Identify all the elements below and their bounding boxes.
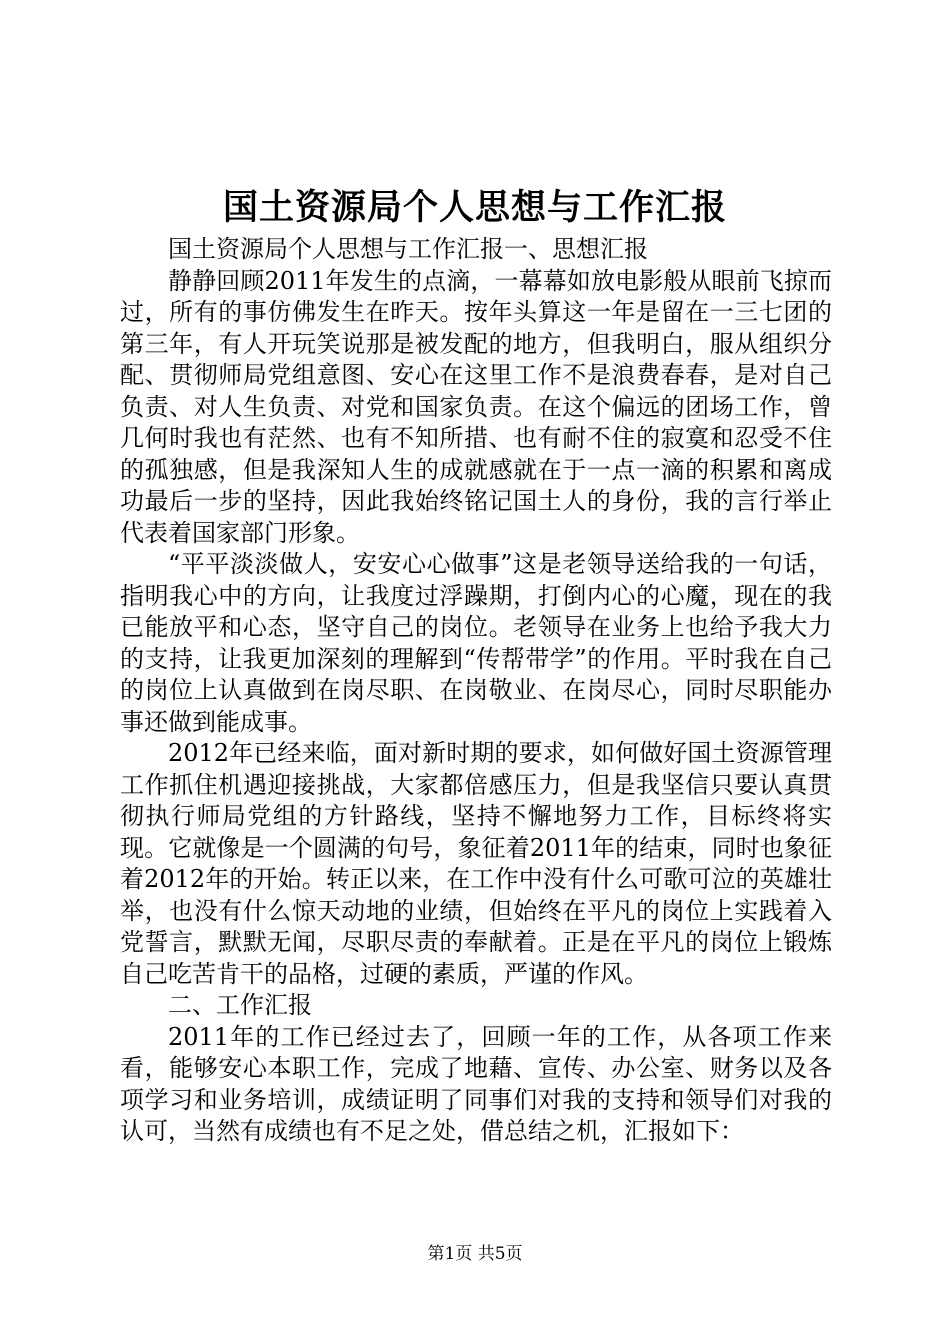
paragraph: “平平淡淡做人，安安心心做事”这是老领导送给我的一句话，指明我心中的方向，让我度过浮躁期，打倒内心的心魔，现在的我已能放平和心态，坚守自己的岗位。老领导在业务上也给予我大力的支持，让我更加深刻的理解到“传帮带学”的作用。平时我在自己的岗位上认真做到在岗尽职、在岗敬业、在岗尽心，同时尽职能办事还做到能成事。 (120, 550, 832, 736)
document-body (120, 234, 832, 1148)
document-title: 国土资源局个人思想与工作汇报 (222, 187, 727, 228)
paragraph: 2012年已经来临，面对新时期的要求，如何做好国土资源管理工作抓住机遇迎接挑战，大家都倍感压力，但是我坚信只要认真贯彻执行师局党组的方针路线，坚持不懈地努力工作，目标终将实现。它就像是一个圆满的句号，象征着2011年的结束，同时也象征着2012年的开始。转正以来，在工作中没有什么可歌可泣的英雄壮举，也没有什么惊天动地的业绩，但始终在平凡的岗位上实践着入党誓言，默默无闻，尽职尽责的奉献着。正是在平凡的岗位上锻炼自己吃苦肯干的品格，过硬的素质，严谨的作风。 (120, 739, 832, 988)
paragraph-intro-heading: 国土资源局个人思想与工作汇报一、思想汇报 (168, 235, 648, 263)
paragraph: 2011年的工作已经过去了，回顾一年的工作，从各项工作来看，能够安心本职工作，完成了地藉、宣传、办公室、财务以及各项学习和业务培训，成绩证明了同事们对我的支持和领导们对我的认可，当然有成绩也有不足之处，借总结之机，汇报如下： (120, 1022, 832, 1145)
page-number: 第1页 共5页 (427, 1244, 523, 1264)
paragraph: 静静回顾2011年发生的点滴，一幕幕如放电影般从眼前飞掠而过，所有的事仿佛发生在昨天。按年头算这一年是留在一三七团的第三年，有人开玩笑说那是被发配的地方，但我明白，服从组织分配、贯彻师局党组意图、安心在这里工作不是浪费春春，是对自己负责、对人生负责、对党和国家负责。在这个偏远的团场工作，曾几何时我也有茫然、也有不知所措、也有耐不住的寂寞和忍受不住的孤独感，但是我深知人生的成就感就在于一点一滴的积累和离成功最后一步的坚持，因此我始终铭记国土人的身份，我的言行举止代表着国家部门形象。 (120, 266, 832, 547)
section-heading: 二、工作汇报 (168, 991, 312, 1019)
